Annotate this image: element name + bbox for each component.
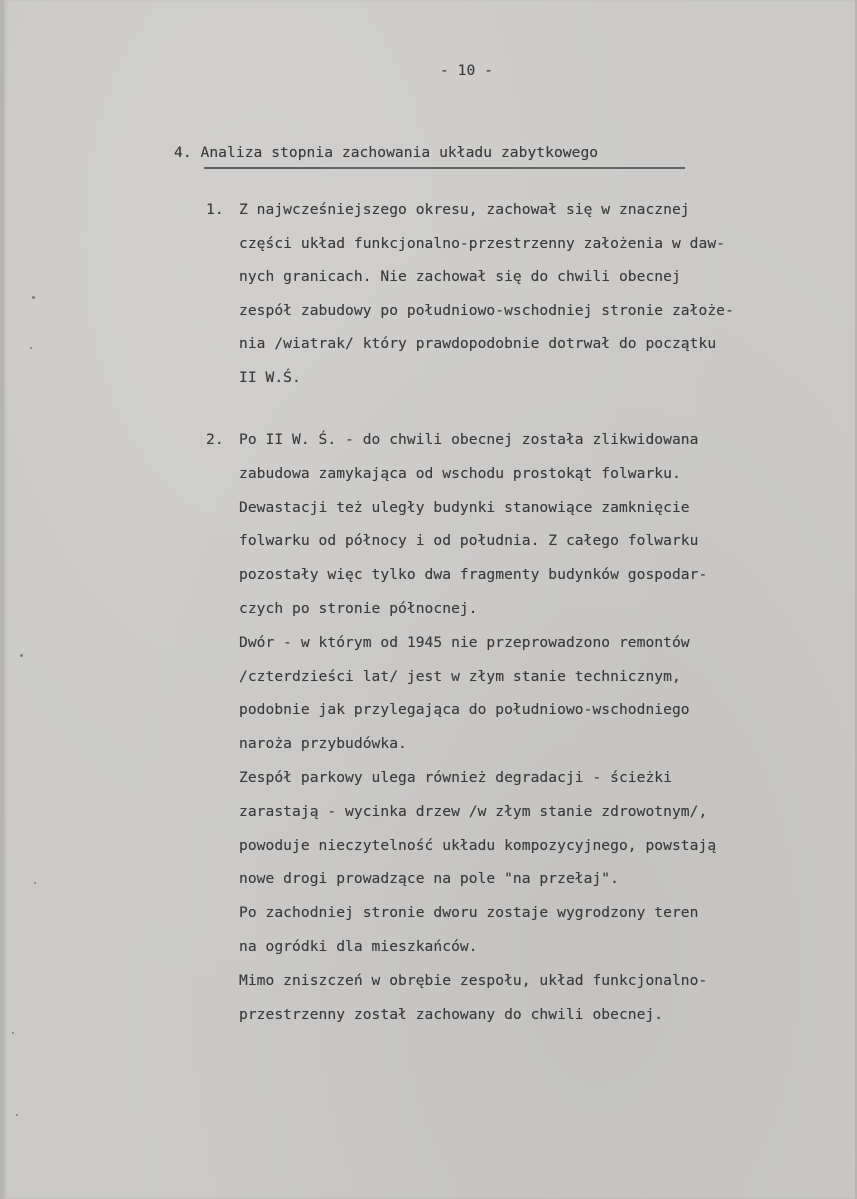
title-underline: [204, 167, 685, 169]
item-2-text: [239, 423, 716, 1031]
item-1-text: [239, 193, 734, 395]
text-line: czych po stronie północnej.: [239, 599, 478, 617]
text-line: Po zachodniej stronie dworu zostaje wygrodzony teren: [239, 904, 699, 922]
text-line: pozostały więc tylko dwa fragmenty budynków gospodar-: [239, 566, 708, 584]
scan-speck: [12, 1032, 14, 1034]
section-title: 4. Analiza stopnia zachowania układu zabytkowego: [174, 144, 599, 161]
text-line: przestrzenny został zachowany do chwili obecnej.: [239, 1005, 664, 1023]
scan-speck: [34, 882, 36, 884]
text-line: Zespół parkowy ulega również degradacji - ścieżki: [239, 768, 672, 786]
text-line: /czterdzieści lat/ jest w złym stanie technicznym,: [239, 667, 681, 685]
item-number-1: 1.: [206, 201, 224, 218]
text-line: nych granicach. Nie zachował się do chwili obecnej: [239, 268, 681, 286]
text-line: powoduje nieczytelność układu kompozycyjnego, powstają: [239, 836, 717, 854]
text-line: Po II W. Ś. - do chwili obecnej została zlikwidowana: [239, 431, 699, 448]
text-line: naroża przybudówka.: [239, 735, 407, 753]
text-line: nowe drogi prowadzące na pole "na przełaj".: [239, 870, 619, 888]
text-line: folwarku od północy i od południa. Z całego folwarku: [239, 532, 699, 550]
text-line: Dwór - w którym od 1945 nie przeprowadzono remontów: [239, 633, 690, 651]
text-line: Z najwcześniejszego okresu, zachował się w znacznej: [239, 201, 690, 218]
text-line: Mimo zniszczeń w obrębie zespołu, układ funkcjonalno-: [239, 971, 708, 989]
text-line: zabudowa zamykająca od wschodu prostokąt folwarku.: [239, 464, 681, 482]
text-line: nia /wiatrak/ który prawdopodobnie dotrwał do początku: [239, 335, 717, 353]
document-page: [4, 0, 855, 1199]
text-line: II W.Ś.: [239, 368, 301, 386]
text-line: podobnie jak przylegająca do południowo-wschodniego: [239, 701, 690, 719]
scan-speck: [32, 296, 35, 299]
text-line: zarastają - wycinka drzew /w złym stanie zdrowotnym/,: [239, 802, 708, 820]
text-line: części układ funkcjonalno-przestrzenny założenia w daw-: [239, 234, 725, 252]
scan-speck: [30, 347, 32, 349]
scan-speck: [20, 654, 23, 657]
scan-speck: [16, 1114, 18, 1116]
text-line: na ogródki dla mieszkańców.: [239, 937, 478, 955]
page-number: - 10 -: [440, 62, 494, 79]
item-number-2: 2.: [206, 431, 224, 448]
text-line: Dewastacji też uległy budynki stanowiące zamknięcie: [239, 498, 690, 516]
text-line: zespół zabudowy po południowo-wschodniej stronie założe-: [239, 301, 734, 319]
